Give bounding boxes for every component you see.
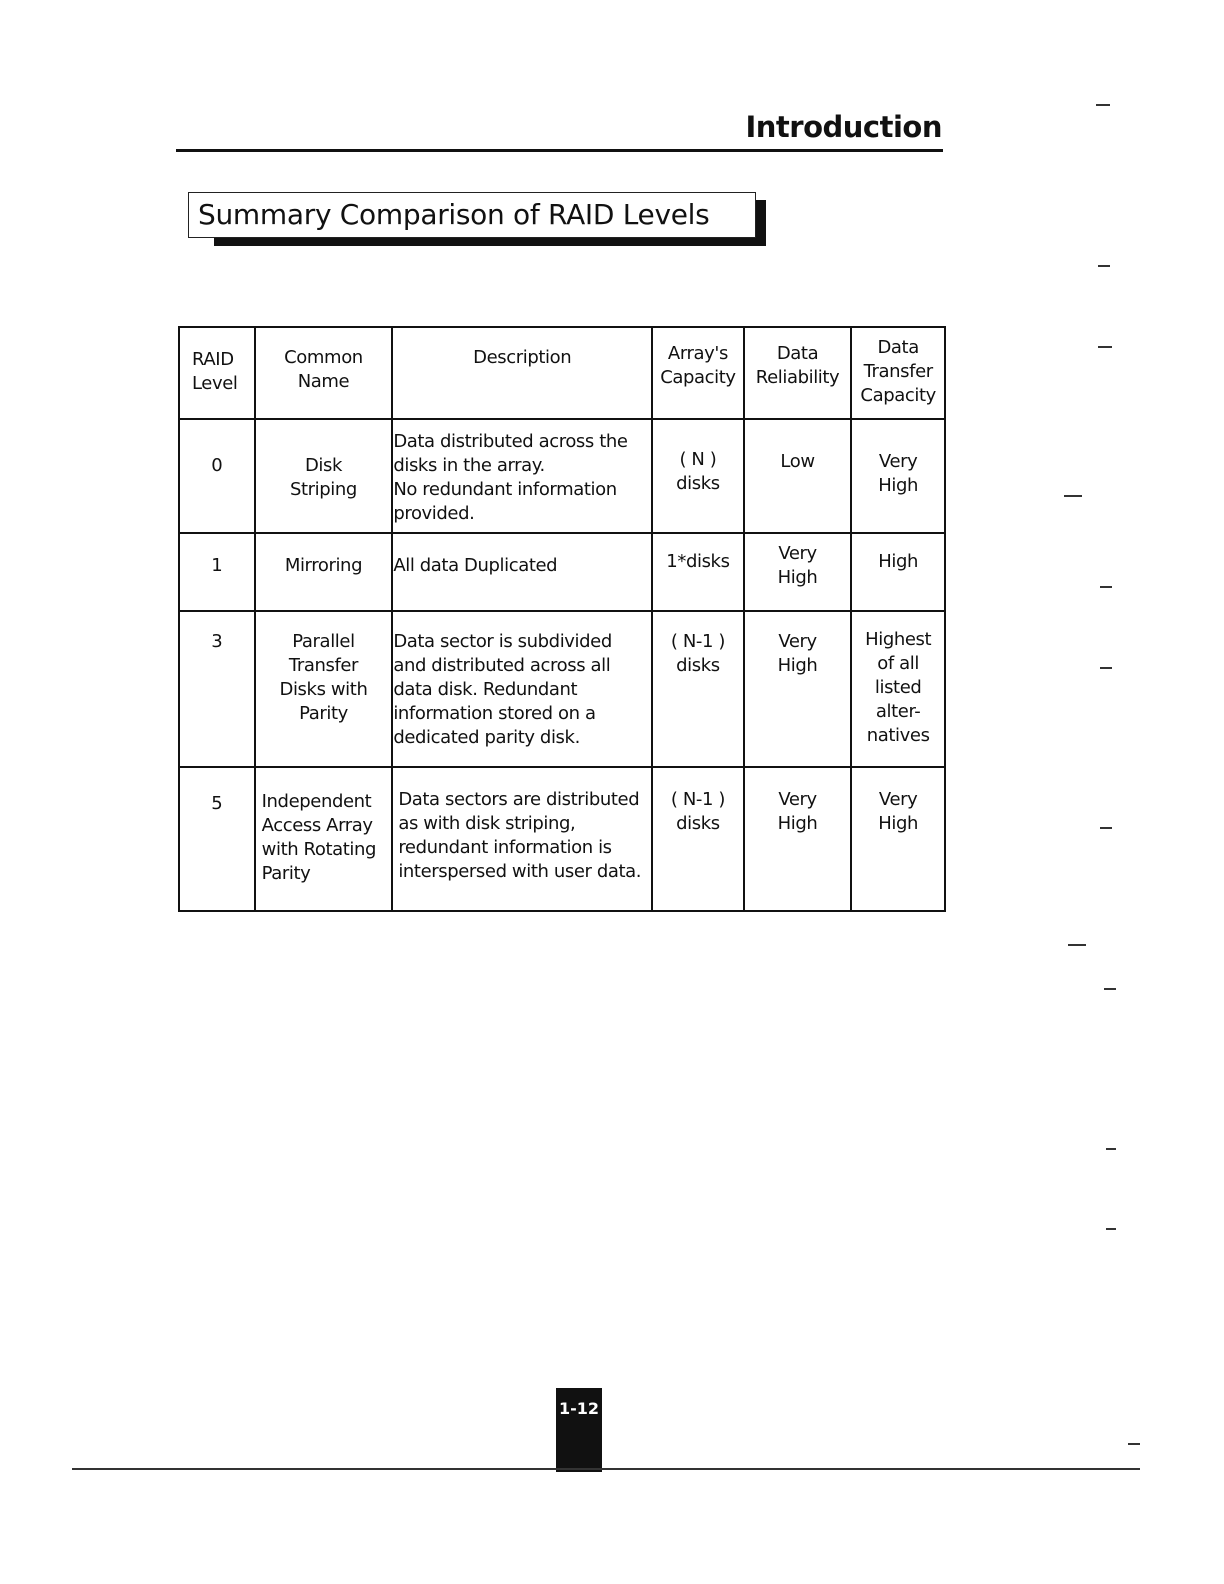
cell-text: 0	[211, 455, 223, 476]
cell-text: provided.	[393, 503, 475, 524]
cell-text: 1*disks	[666, 551, 730, 572]
cell-text: Very	[778, 543, 817, 564]
cell-text: High	[878, 475, 919, 496]
capacity-cell	[652, 611, 744, 767]
header-text: Reliability	[755, 367, 840, 388]
common-name-cell	[255, 419, 393, 533]
cell-text: alter-	[875, 701, 921, 722]
header-text: Description	[473, 347, 572, 368]
cell-text: Low	[780, 451, 815, 472]
title-box	[188, 192, 756, 238]
cell-text: 1	[211, 555, 223, 576]
cell-text: dedicated parity disk.	[393, 727, 580, 748]
footer-rule	[72, 1468, 1140, 1470]
header-text: Capacity	[860, 385, 936, 406]
cell-text: Disks with	[279, 679, 368, 700]
cell-text: 3	[211, 631, 223, 652]
cell-text: High	[777, 655, 818, 676]
raid-level-cell	[179, 767, 255, 911]
reliability-cell	[744, 419, 852, 533]
cell-text: Access Array	[261, 815, 373, 836]
margin-mark	[1100, 586, 1112, 588]
capacity-cell	[652, 533, 744, 611]
cell-text: Very	[778, 789, 817, 810]
reliability-cell	[744, 533, 852, 611]
table-header-row	[179, 327, 945, 419]
cell-text: High	[777, 567, 818, 588]
header-raid-level	[179, 327, 255, 419]
cell-text: Data sector is subdivided	[393, 631, 612, 652]
cell-text: redundant information is	[398, 837, 612, 858]
page-number: 1-12	[558, 1399, 600, 1418]
raid-level-cell	[179, 419, 255, 533]
description-cell	[392, 419, 652, 533]
cell-text: 5	[211, 793, 223, 814]
raid-level-cell	[179, 611, 255, 767]
cell-text: High	[777, 813, 818, 834]
table-row	[179, 419, 945, 533]
reliability-cell	[744, 611, 852, 767]
cell-text: Parity	[261, 863, 311, 884]
cell-text: Very	[878, 451, 918, 472]
transfer-cell	[851, 611, 945, 767]
header-text: Data	[776, 343, 819, 364]
header-description	[392, 327, 652, 419]
cell-text: Transfer	[288, 655, 359, 676]
cell-text: Parity	[299, 703, 348, 724]
margin-mark	[1098, 265, 1110, 267]
cell-text: Parallel	[292, 631, 355, 652]
cell-text: Data sectors are distributed	[398, 789, 640, 810]
cell-text: Highest	[865, 629, 932, 650]
margin-mark	[1128, 1443, 1140, 1445]
cell-text: and distributed across all	[393, 655, 611, 676]
cell-text: Striping	[290, 479, 357, 500]
header-text: Transfer	[863, 361, 933, 382]
cell-text: listed	[874, 677, 922, 698]
cell-text: High	[878, 813, 919, 834]
header-rule	[176, 149, 943, 152]
margin-mark	[1106, 1228, 1116, 1230]
description-cell	[392, 767, 652, 911]
header-text: Array's	[667, 343, 728, 364]
header-text: Capacity	[660, 367, 736, 388]
margin-mark	[1064, 495, 1082, 497]
page-number-tab	[556, 1388, 602, 1472]
margin-mark	[1098, 346, 1112, 348]
cell-text: ( N-1 )	[670, 631, 725, 652]
cell-text: disks in the array.	[393, 455, 545, 476]
capacity-cell	[652, 419, 744, 533]
common-name-cell	[255, 611, 393, 767]
header-arrays-capacity	[652, 327, 744, 419]
cell-text: disks	[676, 473, 720, 494]
cell-text: interspersed with user data.	[398, 861, 642, 882]
cell-text: disks	[676, 813, 720, 834]
cell-text: Very	[878, 789, 918, 810]
cell-text: disks	[676, 655, 720, 676]
raid-comparison-table	[178, 326, 946, 912]
header-text: Common	[284, 347, 363, 368]
cell-text: as with disk striping,	[398, 813, 576, 834]
cell-text: Mirroring	[284, 555, 363, 576]
cell-text: No redundant information	[393, 479, 617, 500]
cell-text: ( N )	[679, 449, 717, 470]
header-text: Name	[297, 371, 350, 392]
transfer-cell	[851, 767, 945, 911]
capacity-cell	[652, 767, 744, 911]
section-title: Introduction	[745, 110, 942, 144]
cell-text: Independent	[261, 791, 372, 812]
cell-text: Very	[778, 631, 817, 652]
header-data-transfer-capacity	[851, 327, 945, 419]
description-cell	[392, 611, 652, 767]
cell-text: All data Duplicated	[393, 555, 558, 576]
table-row	[179, 767, 945, 911]
margin-mark	[1068, 944, 1086, 946]
margin-mark	[1100, 827, 1112, 829]
header-data-reliability	[744, 327, 852, 419]
header-text: Data	[877, 337, 919, 358]
header-text: Level	[192, 373, 238, 394]
description-cell	[392, 533, 652, 611]
cell-text: with Rotating	[261, 839, 377, 860]
transfer-cell	[851, 419, 945, 533]
cell-text: Disk	[304, 455, 343, 476]
raid-level-cell	[179, 533, 255, 611]
common-name-cell	[255, 533, 393, 611]
header-common-name	[255, 327, 393, 419]
cell-text: High	[878, 551, 919, 572]
header-text: RAID	[192, 349, 234, 370]
reliability-cell	[744, 767, 852, 911]
transfer-cell	[851, 533, 945, 611]
margin-mark	[1106, 1148, 1116, 1150]
table-row	[179, 533, 945, 611]
cell-text: Data distributed across the	[393, 431, 628, 452]
table-row	[179, 611, 945, 767]
margin-mark	[1104, 988, 1116, 990]
cell-text: natives	[866, 725, 930, 746]
cell-text: information stored on a	[393, 703, 596, 724]
margin-mark	[1100, 667, 1112, 669]
margin-mark	[1096, 104, 1110, 106]
page-title: Summary Comparison of RAID Levels	[198, 198, 710, 231]
cell-text: data disk. Redundant	[393, 679, 578, 700]
cell-text: of all	[877, 653, 920, 674]
cell-text: ( N-1 )	[670, 789, 725, 810]
common-name-cell	[255, 767, 393, 911]
